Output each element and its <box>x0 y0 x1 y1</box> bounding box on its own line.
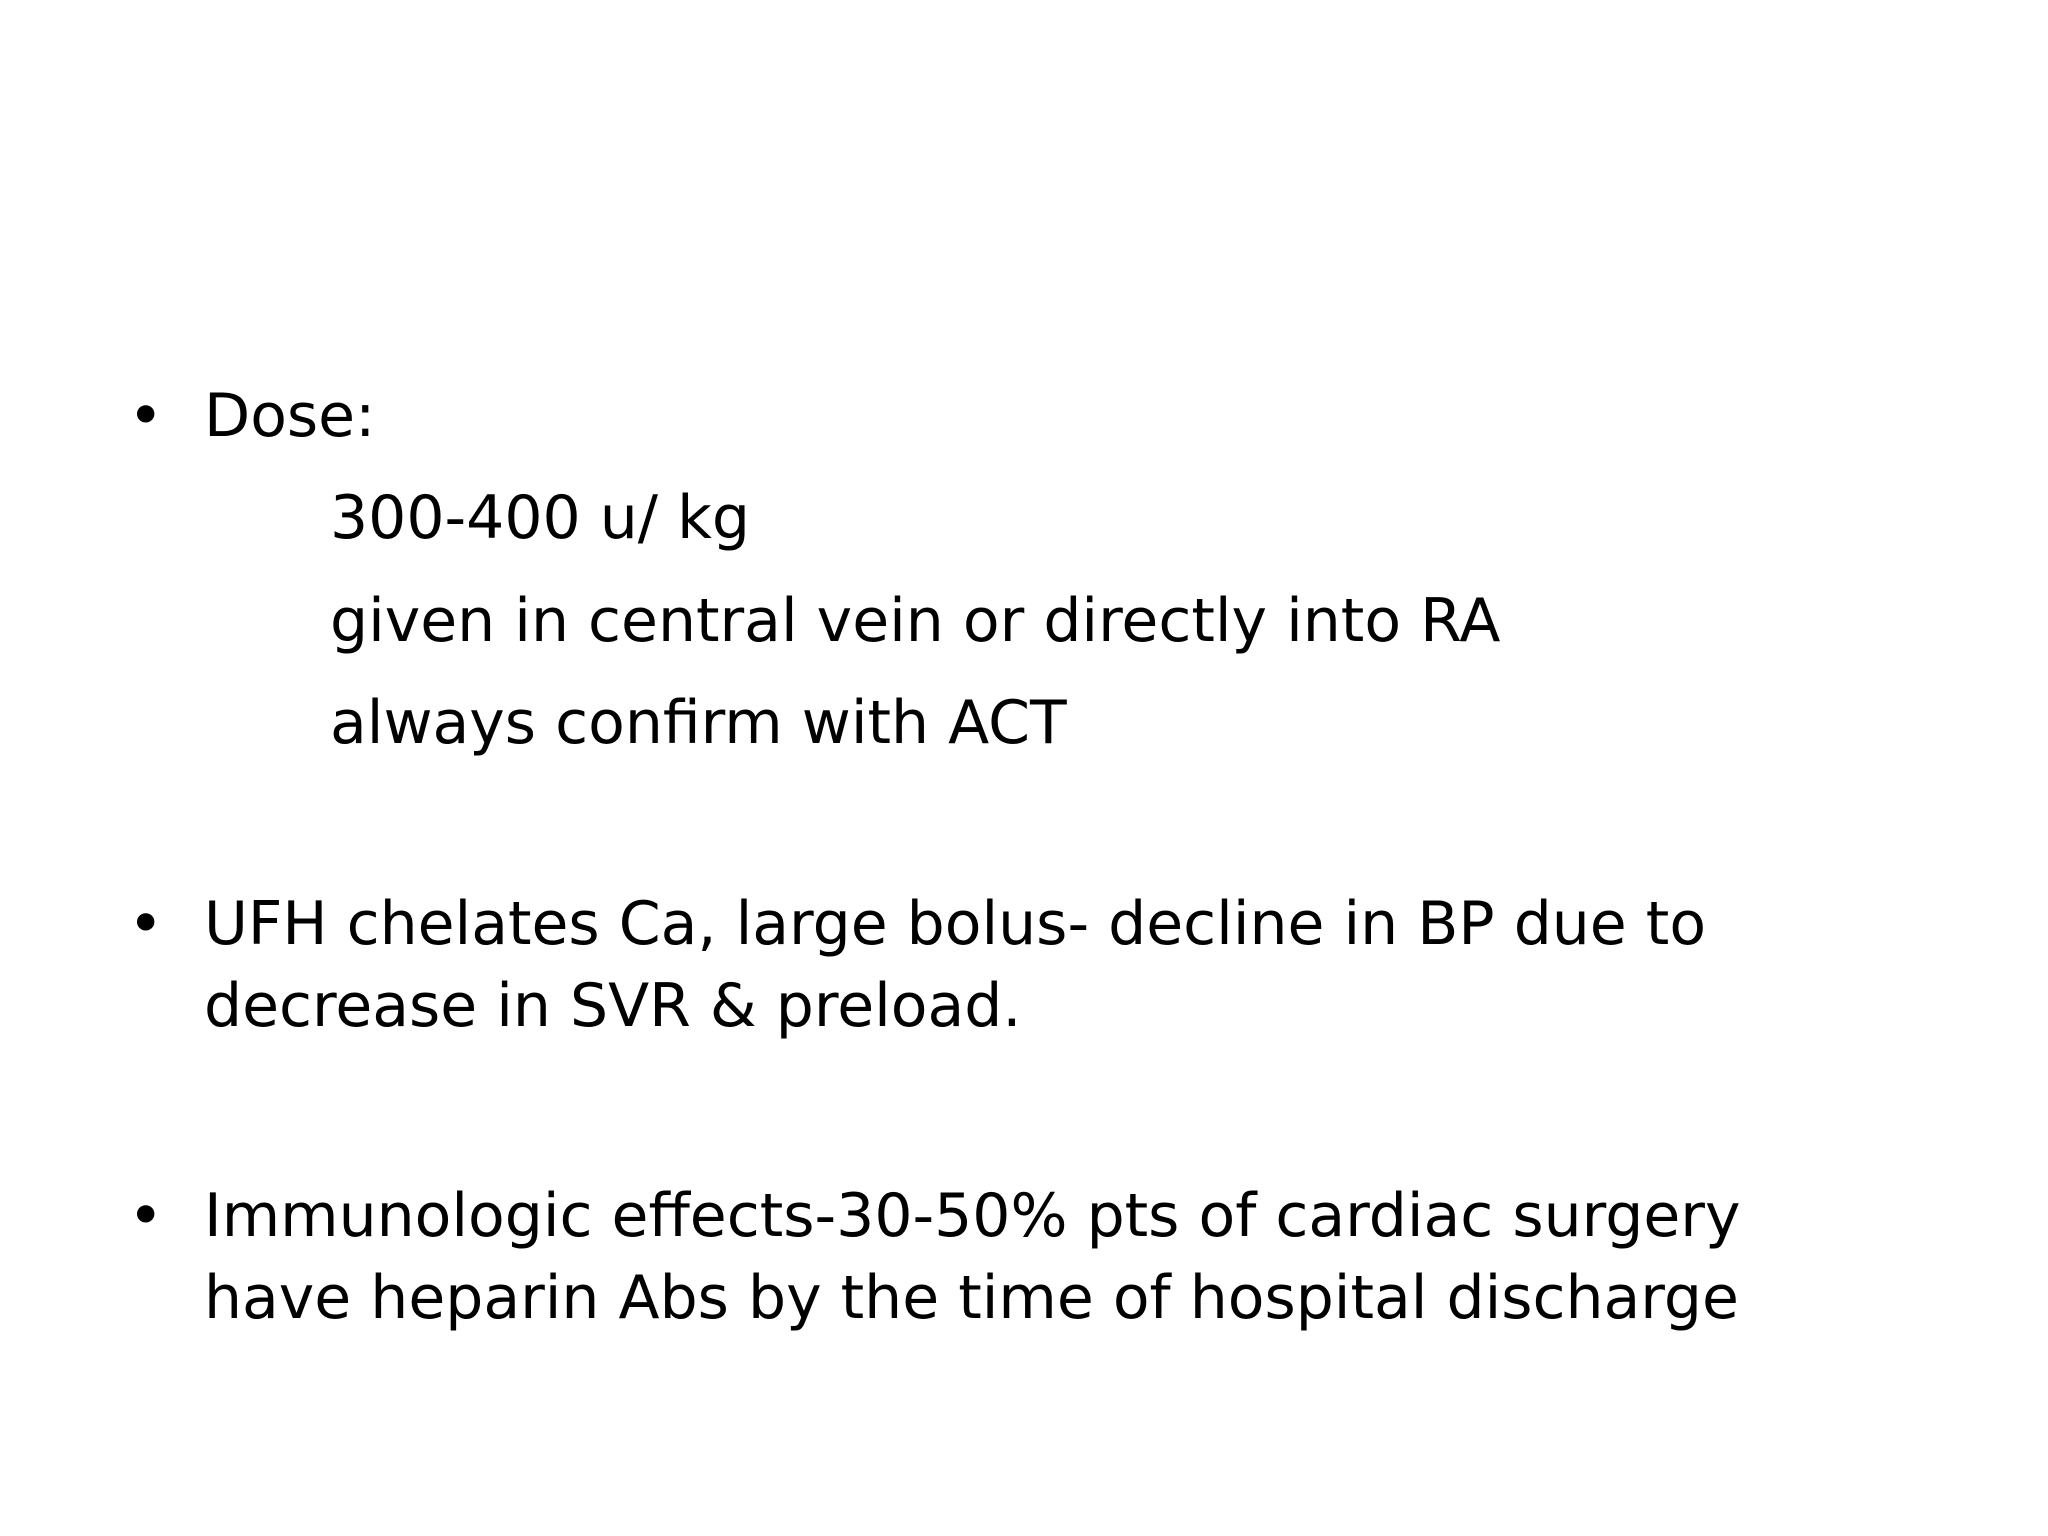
bullet-marker: • <box>128 889 164 959</box>
bullet-text: Immunologic effects-30-50% pts of cardiac surgery <box>204 1181 1741 1251</box>
bullet-immunologic <box>122 1175 1942 1339</box>
bullet-text: decrease in SVR & preload. <box>204 971 1022 1041</box>
dose-sub-line: 300-400 u/ kg <box>330 483 750 553</box>
bullet-ufh <box>122 883 1942 1047</box>
bullet-row <box>122 883 1942 1047</box>
bullet-text: UFH chelates Ca, large bolus- decline in BP due to <box>204 889 1707 959</box>
bullet-marker: • <box>128 1181 164 1251</box>
bullet-text-group <box>204 1175 1740 1339</box>
bullet-dose <box>122 375 1942 457</box>
bullet-text: have heparin Abs by the time of hospital discharge <box>204 1263 1739 1333</box>
bullet-text: Dose: <box>204 381 376 451</box>
bullet-row <box>122 1175 1942 1339</box>
dose-sub-line: given in central vein or directly into RA <box>330 586 1501 656</box>
bullet-marker: • <box>128 381 164 451</box>
bullet-text-group <box>204 883 1706 1047</box>
bullet-row <box>122 375 1942 457</box>
dose-sub-line: always confirm with ACT <box>330 688 1067 758</box>
